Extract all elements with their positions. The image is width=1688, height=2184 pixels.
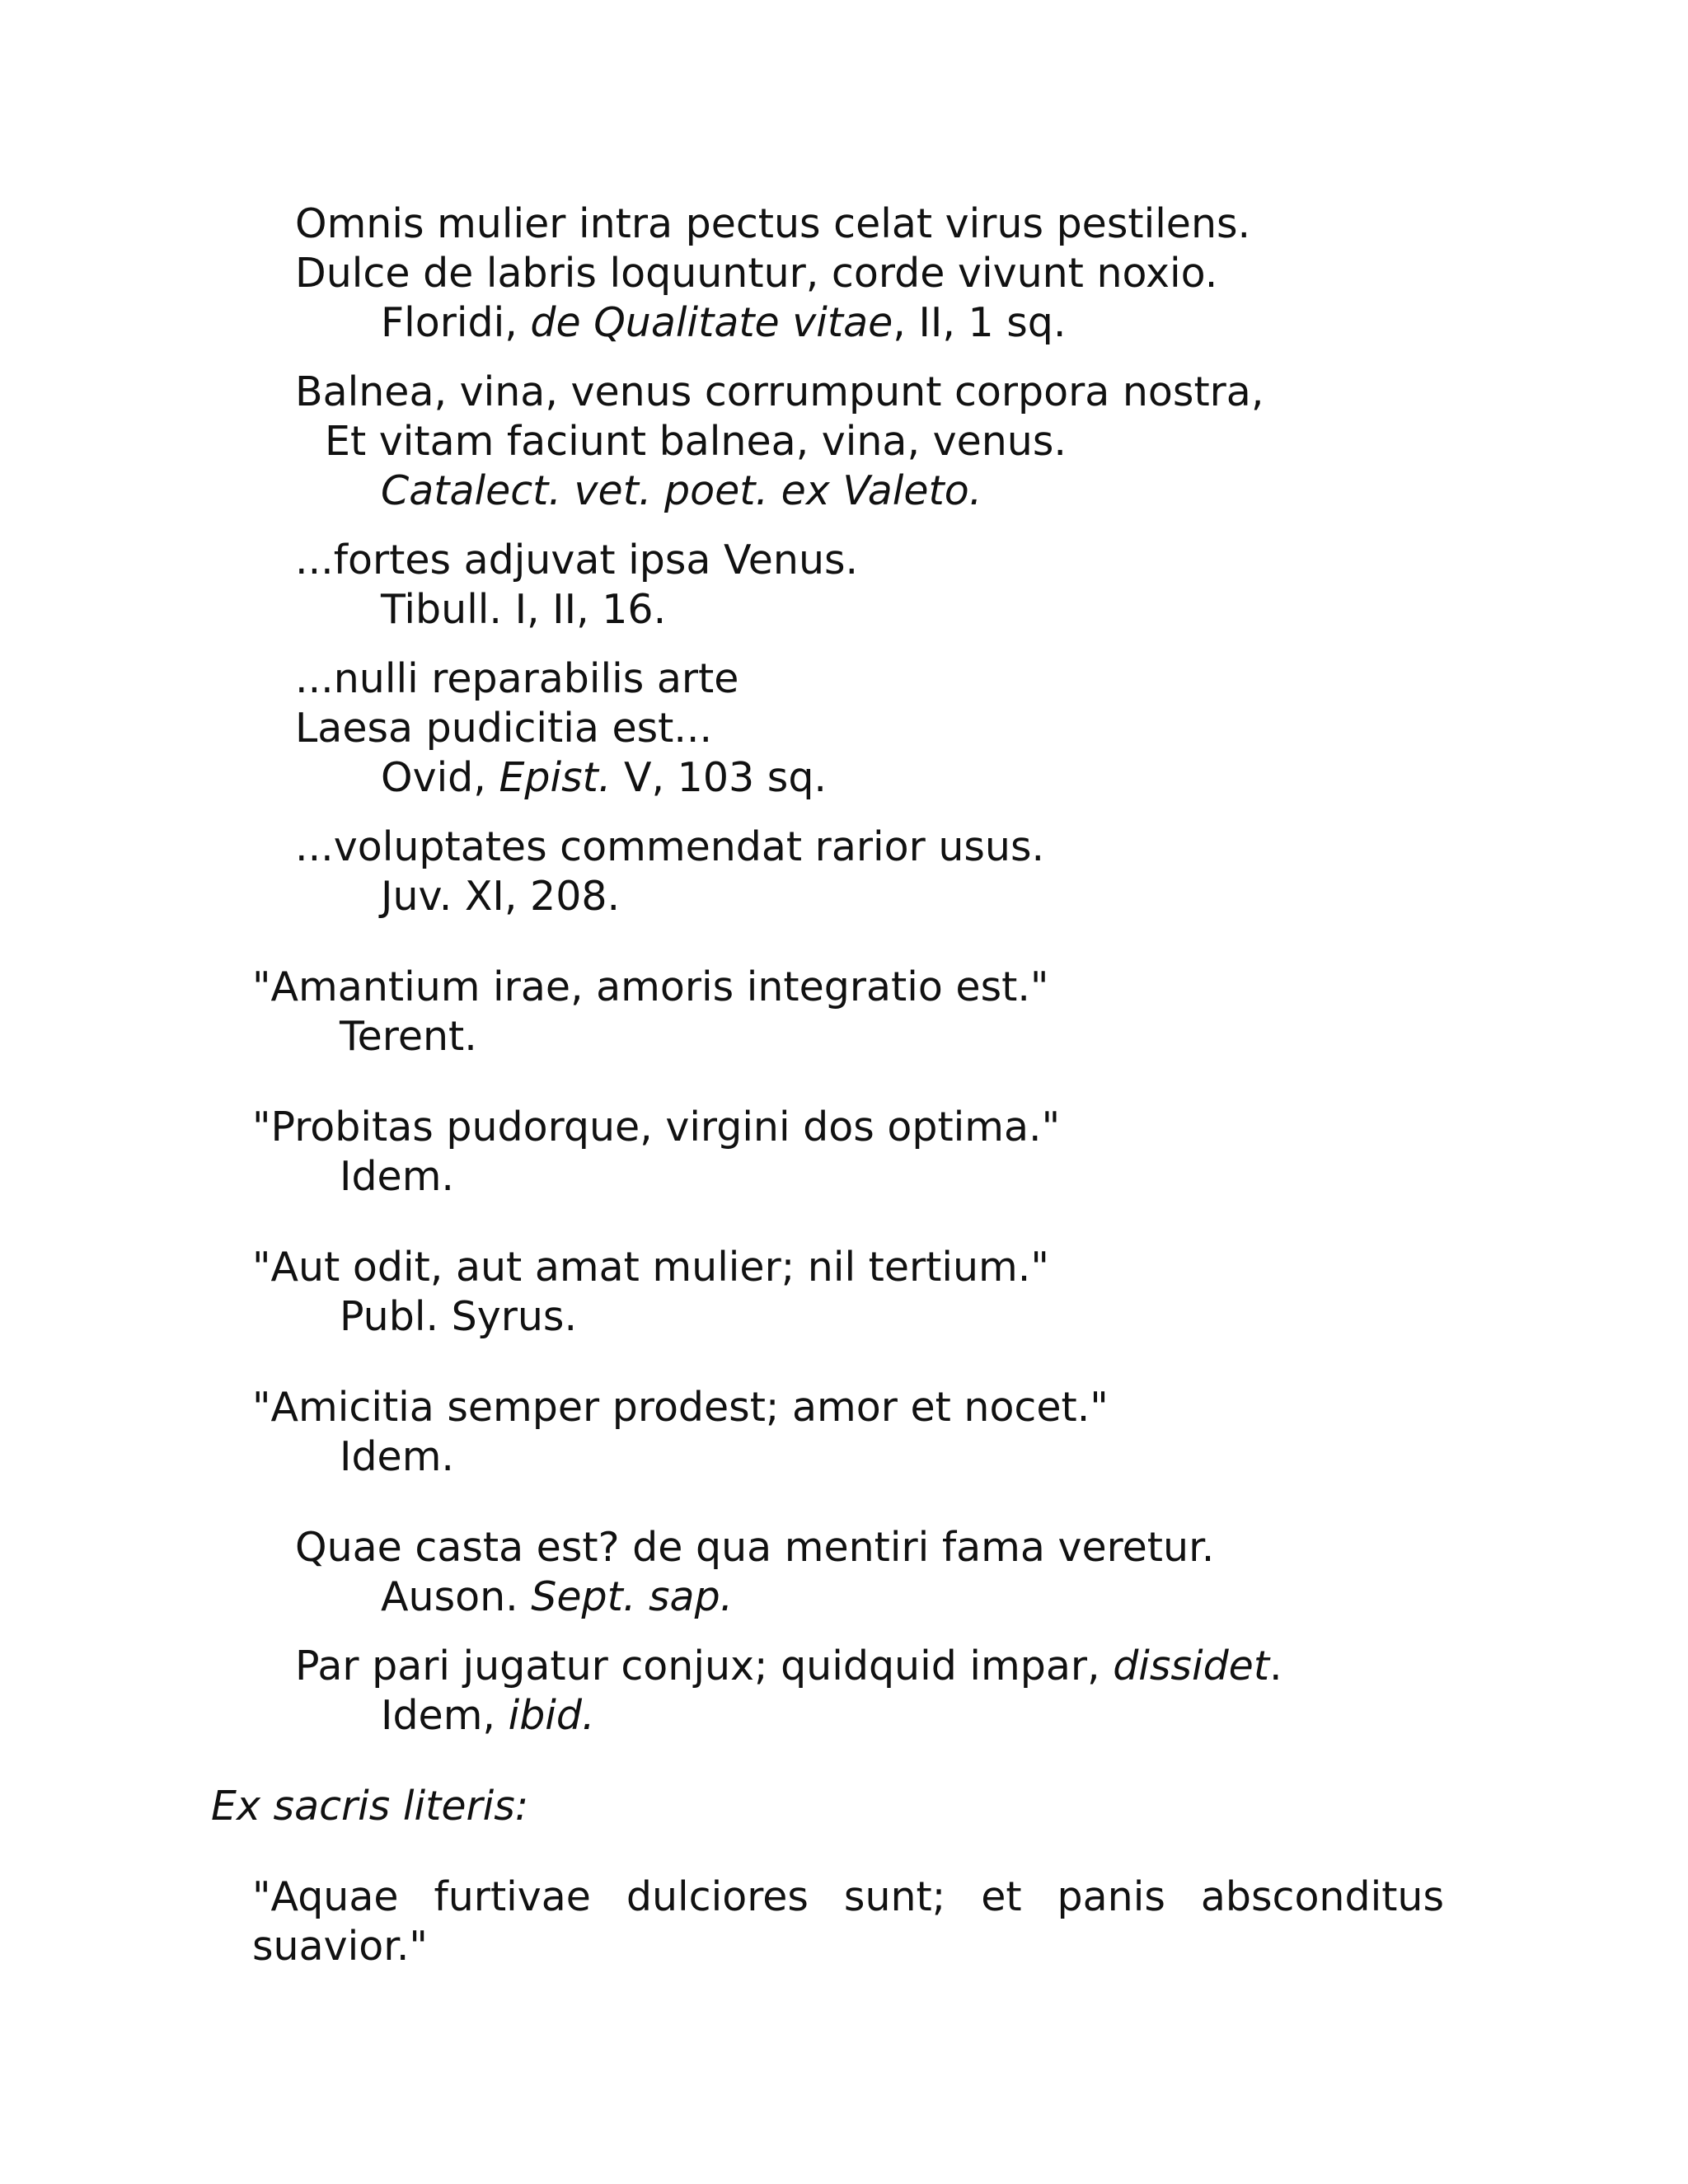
verse-line: ...nulli reparabilis arte [295,655,739,702]
quote-text: "Amicitia semper prodest; amor et nocet." [252,1384,1109,1431]
quote-source: Idem. [340,1153,455,1200]
verse-line: ...fortes adjuvat ipsa Venus. [295,537,859,583]
quote-source: Idem. [340,1433,455,1480]
verse-line: Laesa pudicitia est... [295,705,713,752]
quote-source: Publ. Syrus. [340,1293,578,1340]
final-quote: "Aquae furtivae dulciores sunt; et panis absconditus suavior." [252,1873,1444,1970]
verse-source: Tibull. I, II, 16. [381,586,667,633]
quote-source: Terent. [340,1013,477,1060]
verse-line: Balnea, vina, venus corrumpunt corpora nostra, [295,368,1264,415]
verse-line: Dulce de labris loquuntur, corde vivunt noxio. [295,250,1218,297]
verse-line: ...voluptates commendat rarior usus. [295,823,1045,870]
quote-text: "Aut odit, aut amat mulier; nil tertium." [252,1244,1049,1291]
verse-source: Juv. XI, 208. [381,873,621,920]
verse-source: Floridi, de Qualitate vitae, II, 1 sq. [381,299,1067,346]
quote-text: "Probitas pudorque, virgini dos optima." [252,1104,1061,1151]
verse-line: Quae casta est? de qua mentiri fama veretur. [295,1524,1215,1571]
verse-source: Idem, ibid. [381,1692,595,1739]
verse-line: Omnis mulier intra pectus celat virus pestilens. [295,200,1251,247]
verse-line: Par pari jugatur conjux; quidquid impar, dissidet. [295,1643,1282,1690]
quote-text: "Amantium irae, amoris integratio est." [252,963,1049,1010]
section-heading: Ex sacris literis: [211,1783,529,1830]
verse-line: Et vitam faciunt balnea, vina, venus. [325,418,1067,465]
verse-source: Catalect. vet. poet. ex Valeto. [381,467,982,514]
verse-source: Ovid, Epist. V, 103 sq. [381,754,827,801]
verse-source: Auson. Sept. sap. [381,1573,734,1620]
